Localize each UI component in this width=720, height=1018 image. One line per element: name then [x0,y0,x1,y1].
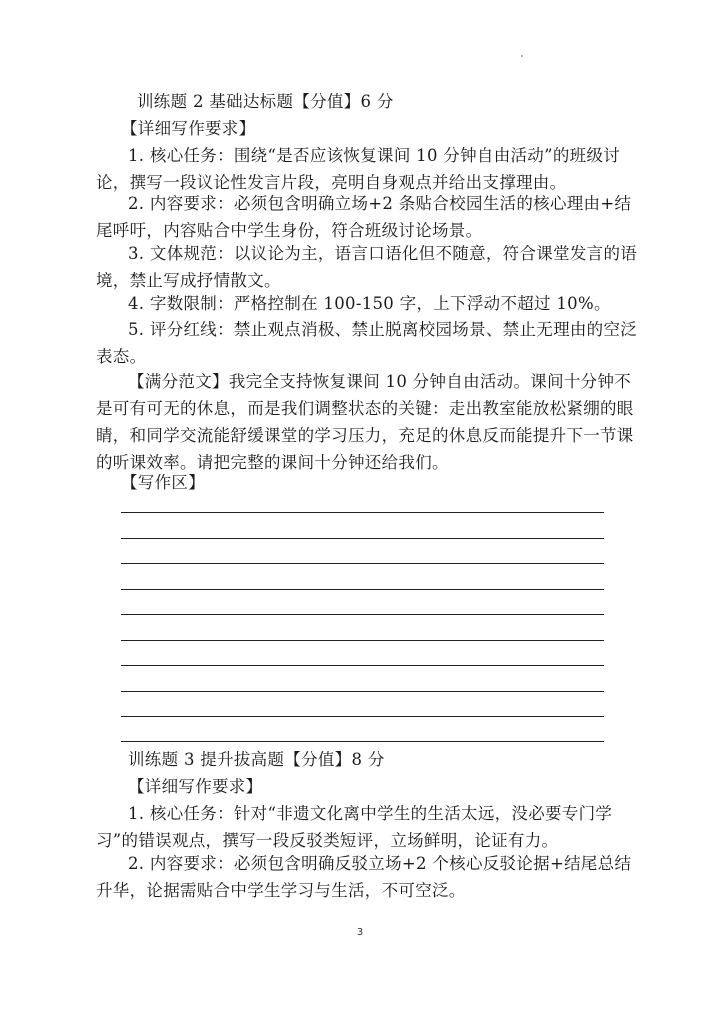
section2-requirement-5: 5. 评分红线：禁止观点消极、禁止脱离校园场景、禁止无理由的空泛表态。 [96,320,638,366]
writing-line[interactable] [121,614,604,615]
section2-requirement-2: 2. 内容要求：必须包含明确立场+2 条贴合校园生活的核心理由+结尾呼吁，内容贴合中学生身份，符合班级讨论场景。 [96,194,632,240]
section3-title: 训练题 3 提升拔高题【分值】8 分 [128,750,385,769]
scan-speck [521,55,523,57]
section2-requirement-1: 1. 核心任务：围绕“是否应该恢复课间 10 分钟自由活动”的班级讨论，撰写一段议论性发言片段，亮明自身观点并给出支撑理由。 [96,146,621,192]
section3-requirements-heading: 【详细写作要求】 [128,777,263,796]
writing-line[interactable] [121,512,604,513]
writing-line[interactable] [121,691,604,692]
writing-line[interactable] [121,538,604,539]
writing-line[interactable] [121,563,604,564]
section2-requirements-heading: 【详细写作要求】 [121,119,256,138]
section3-requirement-2: 2. 内容要求：必须包含明确反驳立场+2 个核心反驳论据+结尾总结升华，论据需贴合中学生学习与生活，不可空泛。 [96,854,632,900]
writing-line[interactable] [121,716,604,717]
writing-line[interactable] [121,665,604,666]
writing-line[interactable] [121,741,604,742]
section2-title: 训练题 2 基础达标题【分值】6 分 [137,92,394,111]
page-number: 3 [356,927,364,938]
writing-area-heading: 【写作区】 [121,473,205,492]
writing-line[interactable] [121,589,604,590]
model-essay: 【满分范文】我完全支持恢复课间 10 分钟自由活动。课间十分钟不是可有可无的休息，而是我们调整状态的关键：走出教室能放松紧绷的眼睛，和同学交流能舒缓课堂的学习压力，充足的休息反而能提升下一节课的听课效率。请把完整的课间十分钟还给我们。 [96,372,634,472]
section3-requirement-1: 1. 核心任务：针对“非遗文化离中学生的生活太远，没必要专门学习”的错误观点，撰写一段反驳类短评，立场鲜明，论证有力。 [96,804,613,850]
writing-line[interactable] [121,640,604,641]
section2-requirement-4: 4. 字数限制：严格控制在 100-150 字，上下浮动不超过 10%。 [128,294,611,313]
section2-requirement-3: 3. 文体规范：以议论为主，语言口语化但不随意，符合课堂发言的语境，禁止写成抒情散文。 [96,244,638,290]
